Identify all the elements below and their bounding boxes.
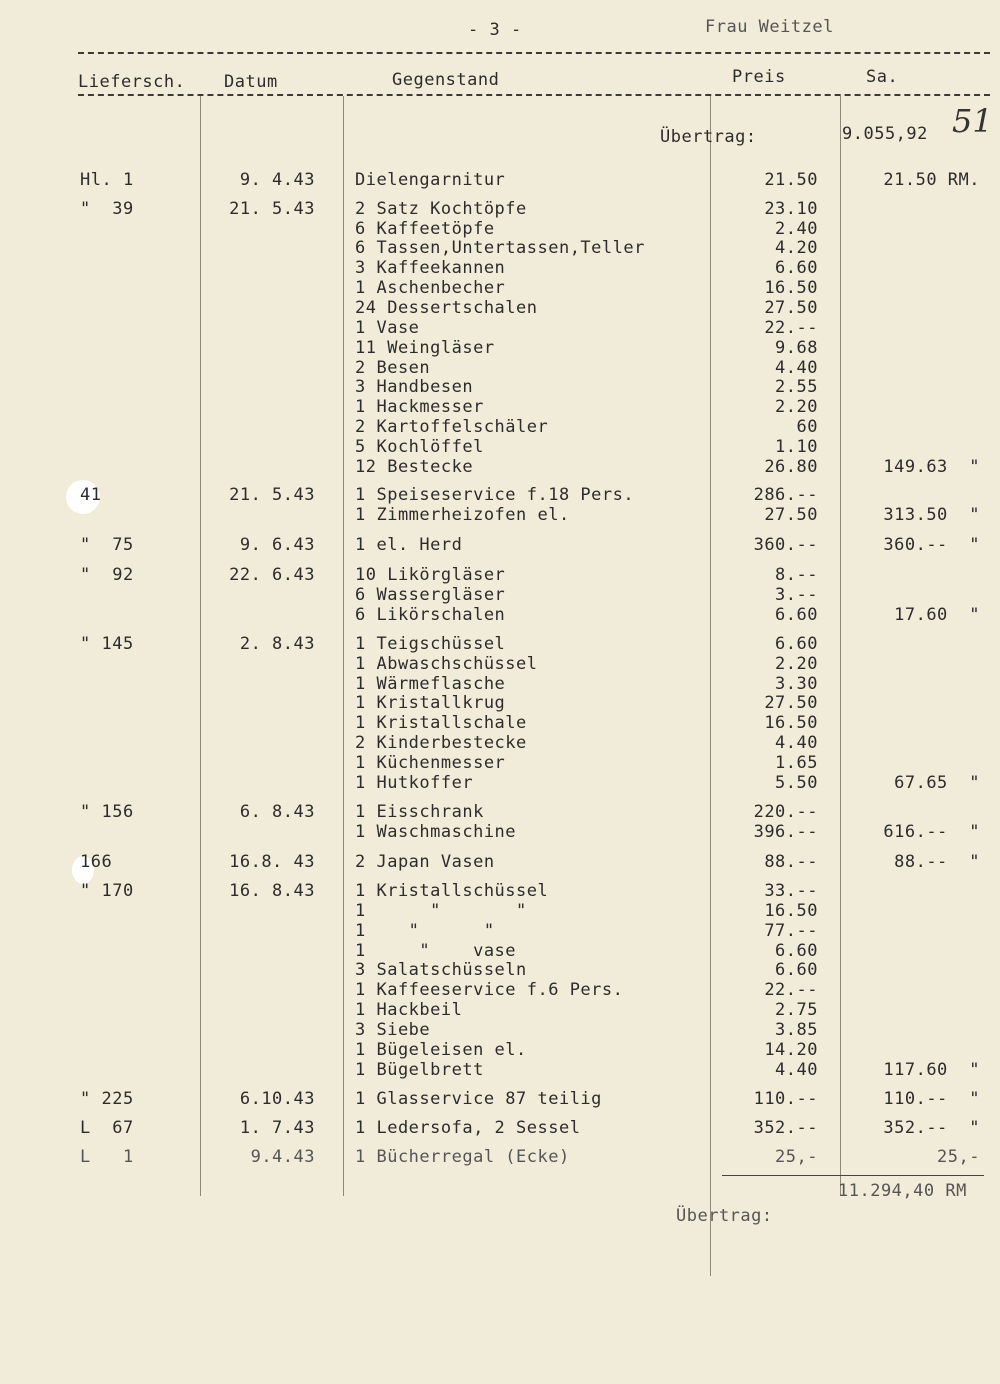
row-item: 1 Kaffeeservice f.6 Pers. (355, 980, 624, 1000)
row-lieferschein: " 75 (80, 535, 134, 555)
row-sum: 25,- (937, 1147, 980, 1167)
row-item: 12 Bestecke (355, 457, 474, 477)
col-header-datum: Datum (224, 72, 278, 92)
row-item: 1 " " (355, 901, 527, 921)
row-price: 16.50 (764, 901, 818, 921)
row-price: 4.40 (775, 358, 818, 378)
row-price: 77.-- (764, 921, 818, 941)
row-sum: 88.-- " (894, 852, 980, 872)
page-mark-handwritten: 51 (952, 102, 993, 140)
col-header-preis: Preis (732, 67, 786, 87)
row-price: 27.50 (764, 298, 818, 318)
row-date: 2. 8.43 (239, 634, 315, 654)
row-price: 6.60 (775, 605, 818, 625)
row-price: 352.-- (753, 1118, 818, 1138)
row-item: 24 Dessertschalen (355, 298, 538, 318)
row-sum: 313.50 " (883, 505, 980, 525)
recipient-name: Frau Weitzel (705, 17, 834, 37)
row-price: 6.60 (775, 634, 818, 654)
row-price: 3.-- (775, 585, 818, 605)
row-item: 2 Japan Vasen (355, 852, 495, 872)
row-price: 33.-- (764, 881, 818, 901)
row-price: 2.75 (775, 1000, 818, 1020)
row-sum: 352.-- " (883, 1118, 980, 1138)
row-lieferschein: " 145 (80, 634, 134, 654)
col-header-gegenstand: Gegenstand (392, 70, 500, 90)
row-sum: 110.-- " (883, 1089, 980, 1109)
row-item: 1 Glasservice 87 teilig (355, 1089, 602, 1109)
column-rule-2 (343, 96, 344, 1196)
row-item: Dielengarnitur (355, 170, 506, 190)
row-item: 2 Kartoffelschäler (355, 417, 549, 437)
row-price: 396.-- (753, 822, 818, 842)
row-sum: 67.65 " (894, 773, 980, 793)
row-price: 4.40 (775, 733, 818, 753)
row-price: 2.55 (775, 377, 818, 397)
row-item: 1 Bügeleisen el. (355, 1040, 527, 1060)
row-date: 9. 6.43 (239, 535, 315, 555)
row-item: 1 Kristallschüssel (355, 881, 549, 901)
row-price: 2.20 (775, 654, 818, 674)
row-item: 2 Satz Kochtöpfe (355, 199, 527, 219)
carry-in-amount: 9.055,92 (842, 124, 928, 144)
row-date: 22. 6.43 (229, 565, 315, 585)
row-item: 1 Kristallkrug (355, 693, 506, 713)
row-item: 1 Vase (355, 318, 420, 338)
row-price: 8.-- (775, 565, 818, 585)
row-lieferschein: 41 (80, 485, 102, 505)
col-header-lieferschein: Liefersch. (78, 72, 186, 92)
row-price: 88.-- (764, 852, 818, 872)
row-item: 1 Hackmesser (355, 397, 484, 417)
row-date: 21. 5.43 (229, 199, 315, 219)
row-price: 2.20 (775, 397, 818, 417)
row-item: 6 Likörschalen (355, 605, 506, 625)
row-price: 22.-- (764, 318, 818, 338)
row-item: 1 Speiseservice f.18 Pers. (355, 485, 635, 505)
row-price: 16.50 (764, 713, 818, 733)
row-price: 27.50 (764, 693, 818, 713)
row-price: 9.68 (775, 338, 818, 358)
row-price: 110.-- (753, 1089, 818, 1109)
row-sum: 360.-- " (883, 535, 980, 555)
header-bottom-rule (78, 94, 990, 96)
row-price: 16.50 (764, 278, 818, 298)
row-date: 6. 8.43 (239, 802, 315, 822)
row-item: 1 el. Herd (355, 535, 463, 555)
row-date: 6.10.43 (239, 1089, 315, 1109)
row-item: 1 Bücherregal (Ecke) (355, 1147, 570, 1167)
row-item: 1 Hackbeil (355, 1000, 463, 1020)
row-price: 23.10 (764, 199, 818, 219)
row-sum: 17.60 " (894, 605, 980, 625)
row-sum: 117.60 " (883, 1060, 980, 1080)
row-price: 6.60 (775, 258, 818, 278)
row-price: 2.40 (775, 219, 818, 239)
column-rule-3 (710, 96, 711, 1276)
row-item: 10 Likörgläser (355, 565, 506, 585)
row-sum: 21.50 RM. (883, 170, 980, 190)
row-date: 16. 8.43 (229, 881, 315, 901)
row-price: 4.40 (775, 1060, 818, 1080)
row-price: 360.-- (753, 535, 818, 555)
row-item: 1 Küchenmesser (355, 753, 506, 773)
row-lieferschein: " 92 (80, 565, 134, 585)
row-item: 3 Handbesen (355, 377, 474, 397)
row-date: 21. 5.43 (229, 485, 315, 505)
row-price: 6.60 (775, 941, 818, 961)
row-item: 1 " " (355, 921, 495, 941)
row-price: 22.-- (764, 980, 818, 1000)
row-price: 3.30 (775, 674, 818, 694)
row-lieferschein: L 1 (80, 1147, 134, 1167)
row-item: 1 Ledersofa, 2 Sessel (355, 1118, 581, 1138)
row-item: 1 Hutkoffer (355, 773, 474, 793)
row-item: 3 Kaffeekannen (355, 258, 506, 278)
column-rule-1 (200, 96, 201, 1196)
row-item: 1 Abwaschschüssel (355, 654, 538, 674)
row-price: 60 (796, 417, 818, 437)
row-lieferschein: " 170 (80, 881, 134, 901)
row-sum: 616.-- " (883, 822, 980, 842)
row-item: 1 Bügelbrett (355, 1060, 484, 1080)
row-date: 9.4.43 (250, 1147, 315, 1167)
row-item: 1 Zimmerheizofen el. (355, 505, 570, 525)
row-item: 11 Weingläser (355, 338, 495, 358)
row-price: 21.50 (764, 170, 818, 190)
row-sum: 149.63 " (883, 457, 980, 477)
row-date: 16.8. 43 (229, 852, 315, 872)
row-item: 1 Kristallschale (355, 713, 527, 733)
total-rule (722, 1175, 984, 1176)
row-price: 14.20 (764, 1040, 818, 1060)
row-lieferschein: 166 (80, 852, 113, 872)
row-price: 3.85 (775, 1020, 818, 1040)
row-lieferschein: " 156 (80, 802, 134, 822)
carry-in-label: Übertrag: (660, 127, 757, 147)
row-item: 5 Kochlöffel (355, 437, 484, 457)
row-price: 25,- (775, 1147, 818, 1167)
row-item: 2 Besen (355, 358, 431, 378)
row-item: 1 Eisschrank (355, 802, 484, 822)
column-rule-4 (840, 96, 841, 1196)
row-item: 1 Aschenbecher (355, 278, 506, 298)
row-date: 9. 4.43 (239, 170, 315, 190)
row-price: 1.65 (775, 753, 818, 773)
row-price: 220.-- (753, 802, 818, 822)
col-header-summe: Sa. (866, 67, 899, 87)
row-lieferschein: " 225 (80, 1089, 134, 1109)
row-item: 6 Wassergläser (355, 585, 506, 605)
row-item: 6 Tassen,Untertassen,Teller (355, 238, 645, 258)
row-item: 1 Wärmeflasche (355, 674, 506, 694)
page-number: - 3 - (468, 20, 522, 40)
row-item: 3 Salatschüsseln (355, 960, 527, 980)
row-item: 6 Kaffeetöpfe (355, 219, 495, 239)
total-amount: 11.294,40 RM (838, 1181, 967, 1201)
row-item: 1 Teigschüssel (355, 634, 506, 654)
row-item: 2 Kinderbestecke (355, 733, 527, 753)
row-date: 1. 7.43 (239, 1118, 315, 1138)
row-lieferschein: " 39 (80, 199, 134, 219)
row-price: 1.10 (775, 437, 818, 457)
carry-out-label: Übertrag: (676, 1206, 773, 1226)
row-price: 286.-- (753, 485, 818, 505)
row-item: 1 Waschmaschine (355, 822, 517, 842)
row-price: 4.20 (775, 238, 818, 258)
row-price: 27.50 (764, 505, 818, 525)
row-item: 3 Siebe (355, 1020, 431, 1040)
row-lieferschein: Hl. 1 (80, 170, 134, 190)
row-lieferschein: L 67 (80, 1118, 134, 1138)
row-price: 5.50 (775, 773, 818, 793)
row-item: 1 " vase (355, 941, 517, 961)
row-price: 26.80 (764, 457, 818, 477)
row-price: 6.60 (775, 960, 818, 980)
header-top-rule (78, 52, 990, 54)
